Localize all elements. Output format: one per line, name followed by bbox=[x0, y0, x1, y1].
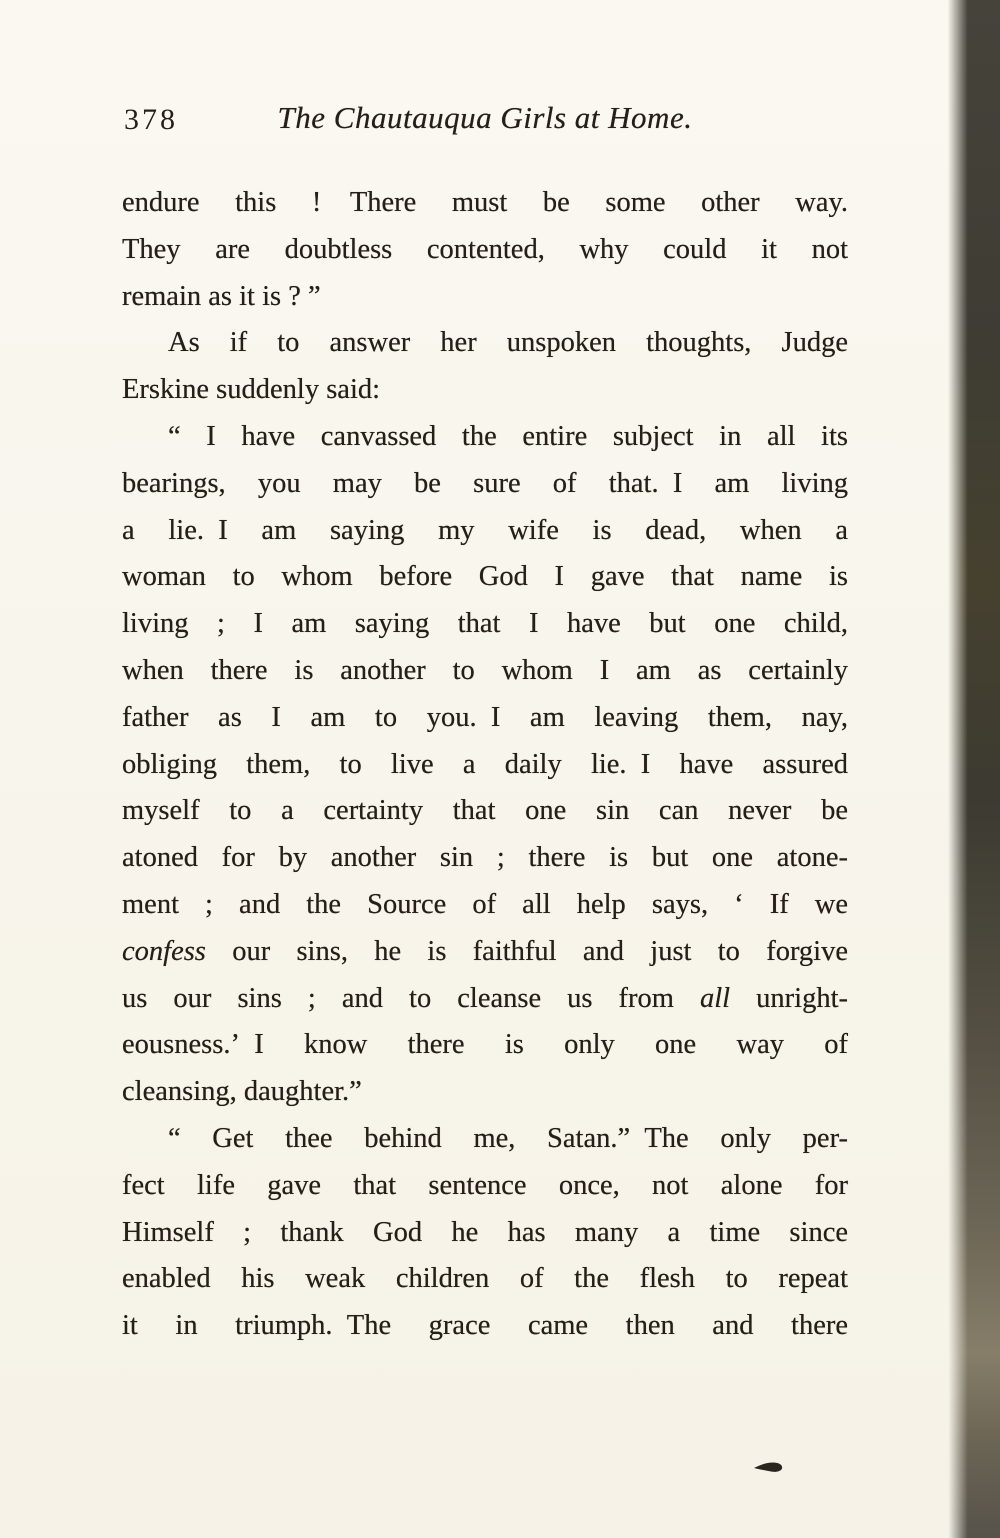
text-line: woman to whom before God I gave that name is bbox=[122, 561, 848, 593]
text-line: us our sins ; and to cleanse us from all unright- bbox=[122, 982, 848, 1014]
paragraph bbox=[122, 320, 848, 414]
text-line: confess our sins, he is faithful and just to forgive bbox=[122, 935, 848, 967]
text-line: remain as it is ? ” bbox=[122, 280, 321, 312]
running-title: The Chautauqua Girls at Home. bbox=[277, 100, 693, 135]
paragraph bbox=[122, 1116, 848, 1350]
text-line: enabled his weak children of the flesh to repeat bbox=[122, 1263, 848, 1295]
text-line: cleansing, daughter.” bbox=[122, 1076, 362, 1108]
page-text bbox=[122, 180, 848, 1350]
text-line: atoned for by another sin ; there is but one atone- bbox=[122, 842, 848, 874]
page-number: 378 bbox=[124, 103, 178, 136]
text-line: when there is another to whom I am as certainly bbox=[122, 654, 848, 686]
text-line: obliging them, to live a daily lie. I have assured bbox=[122, 748, 848, 780]
text-line: bearings, you may be sure of that. I am living bbox=[122, 467, 848, 499]
text-line: As if to answer her unspoken thoughts, Judge bbox=[168, 327, 848, 359]
scan-edge-shadow bbox=[948, 0, 1000, 1538]
text-line: endure this ! There must be some other way. bbox=[122, 187, 848, 218]
text-line: it in triumph. The grace came then and there bbox=[122, 1310, 848, 1342]
text-line: fect life gave that sentence once, not alone for bbox=[122, 1169, 848, 1201]
text-line: father as I am to you. I am leaving them, nay, bbox=[122, 701, 848, 733]
text-line: They are doubtless contented, why could it not bbox=[122, 233, 848, 265]
text-line: ment ; and the Source of all help says, ‘ If we bbox=[122, 888, 848, 920]
text-line: Himself ; thank God he has many a time since bbox=[122, 1216, 848, 1248]
text-line: “ Get thee behind me, Satan.” The only per- bbox=[168, 1122, 848, 1154]
page-header bbox=[122, 100, 848, 146]
text-line: a lie. I am saying my wife is dead, when a bbox=[122, 514, 848, 546]
text-line: living ; I am saying that I have but one child, bbox=[122, 608, 848, 640]
text-line: Erskine suddenly said: bbox=[122, 374, 381, 406]
text-line: eousness.’ I know there is only one way of bbox=[122, 1029, 848, 1061]
paragraph bbox=[122, 414, 848, 1116]
text-line: myself to a certainty that one sin can never be bbox=[122, 795, 848, 827]
ink-mark bbox=[752, 1458, 786, 1476]
text-line: “ I have canvassed the entire subject in all its bbox=[168, 420, 848, 452]
paragraph bbox=[122, 180, 848, 320]
